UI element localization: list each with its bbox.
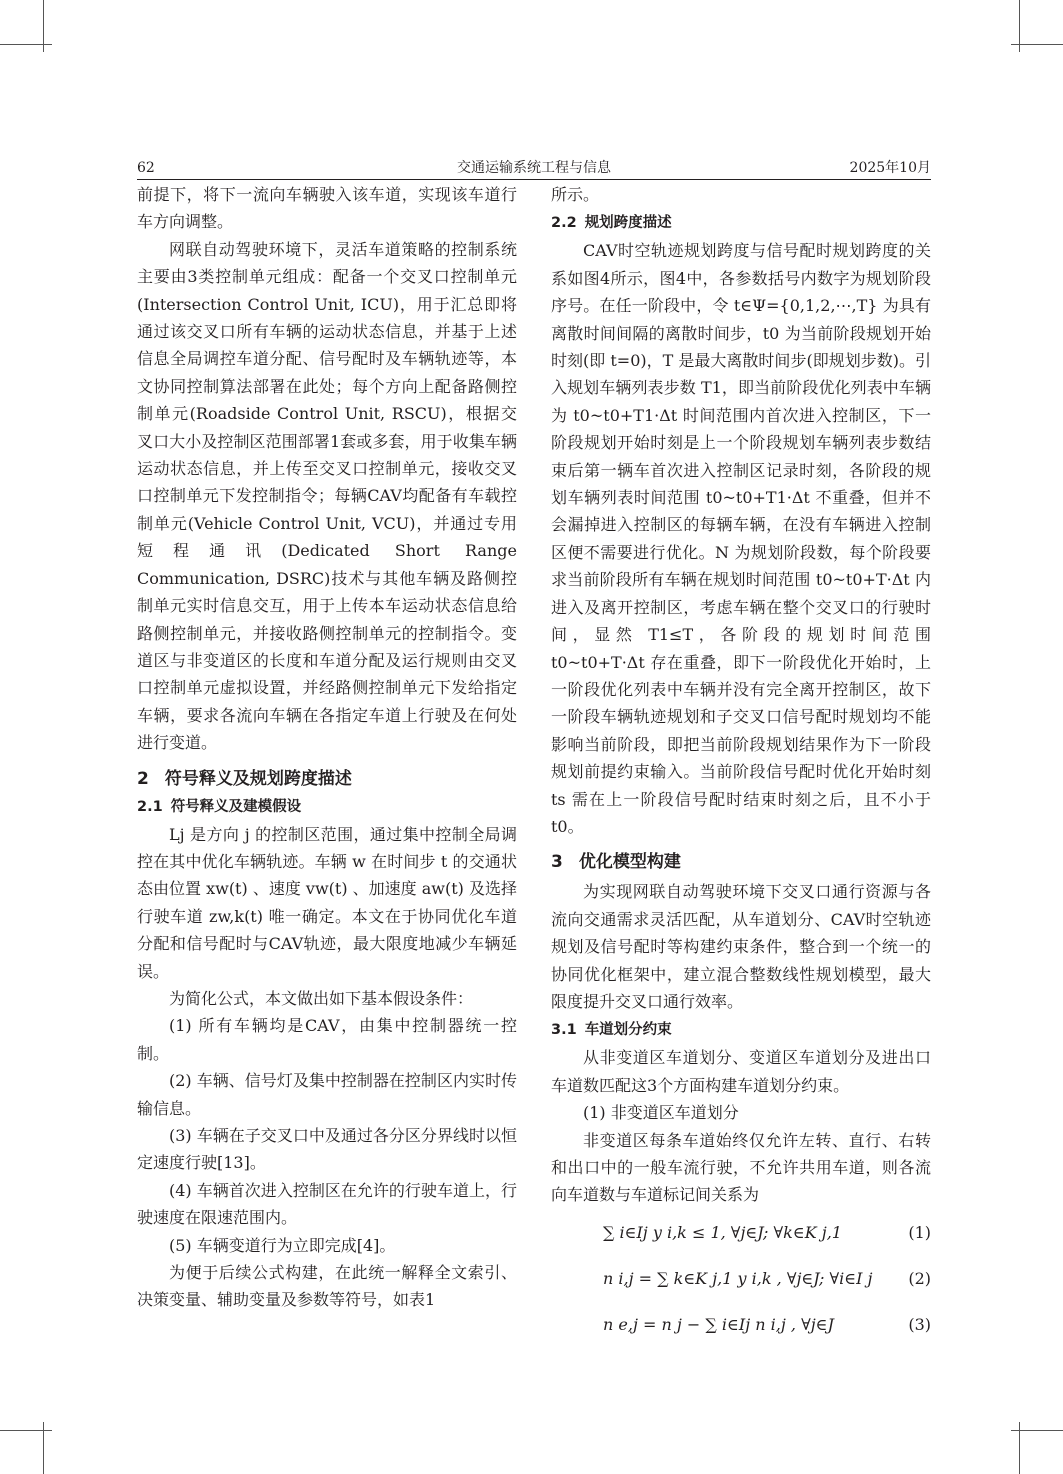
paragraph: 为便于后续公式构建，在此统一解释全文索引、决策变量、辅助变量及参数等符号，如表1: [137, 1263, 517, 1310]
crop-mark: [0, 44, 52, 45]
assumption-item: (3) 车辆在子交叉口中及通过各分区分界线时以恒定速度行驶[13]。: [137, 1126, 517, 1173]
equation-2: [551, 1257, 931, 1301]
paragraph: 为实现网联自动驾驶环境下交叉口通行资源与各流向交通需求灵活匹配，从车道划分、CAV时空轨迹规划及信号配时等构建约束条件，整合到一个统一的协同优化框架中，建立混合整数线性规划模型，最大限度提升交叉口通行效率。: [551, 882, 931, 1011]
equation-number: (2): [908, 1268, 931, 1288]
subsection-heading: 2.1 符号释义及建模假设: [137, 798, 302, 815]
equation-body: n i,j = ∑ k∈K j,1 y i,k , ∀j∈J; ∀i∈I j: [603, 1268, 873, 1288]
section-heading: 3 优化模型构建: [551, 852, 681, 873]
running-header: [137, 158, 931, 178]
paragraph: 网联自动驾驶环境下，灵活车道策略的控制系统主要由3类控制单元组成：配备一个交叉口控制单元(Intersection Control Unit, ICU)，用于汇总即将通过该交叉口所有车辆的运动状态信息，并基于上述信息全局调控车道分配、信号配时及车辆轨迹等，本文协同控制算法部署在此处；每个方向上配备路侧控制单元(Roadside Control Unit, RSCU)，根据交叉口大小及控制区范围部署1套或多套，用于收集车辆运动状态信息，并上传至交叉口控制单元，接收交叉口控制单元下发控制指令；每辆CAV均配备有车载控制单元(Vehicle Control Unit, VCU)，并通过专用短程通讯(Dedicated Short Range Communication, DSRC)技术与其他车辆及路侧控制单元实时信息交互，用于上传本车运动状态信息给路侧控制单元，并接收路侧控制单元的控制指令。变道区与非变道区的长度和车道分配及运行规则由交叉口控制单元虚拟设置，并经路侧控制单元下发给指定车辆，要求各流向车辆在各指定车道上行驶及在何处进行变道。: [137, 239, 517, 753]
paragraph: (1) 非变道区车道划分: [583, 1103, 739, 1123]
right-column: [551, 181, 931, 1349]
equation-number: (1): [908, 1222, 931, 1242]
equation-body: ∑ i∈Ij y i,k ≤ 1, ∀j∈J; ∀k∈K j,1: [603, 1222, 842, 1242]
issue-date: 2025年10月: [849, 160, 931, 176]
assumption-item: (1) 所有车辆均是CAV，由集中控制器统一控制。: [137, 1016, 517, 1063]
assumption-item: (2) 车辆、信号灯及集中控制器在控制区内实时传输信息。: [137, 1071, 517, 1118]
crop-mark: [0, 1430, 52, 1431]
equation-body: n e,j = n j − ∑ i∈Ij n i,j , ∀j∈J: [603, 1314, 834, 1334]
paragraph: 为简化公式，本文做出如下基本假设条件：: [169, 988, 474, 1008]
crop-mark: [1011, 44, 1063, 45]
equation-number: (3): [908, 1314, 931, 1334]
section-heading: 2 符号释义及规划跨度描述: [137, 768, 352, 789]
assumption-item: (4) 车辆首次进入控制区在允许的行驶车道上，行驶速度在限速范围内。: [137, 1180, 517, 1228]
subsection-heading: 3.1 车道划分约束: [551, 1022, 672, 1039]
page-number: 62: [137, 160, 155, 176]
paragraph: 前提下，将下一流向车辆驶入该车道，实现该车道行车方向调整。: [137, 185, 517, 232]
assumption-item: (5) 车辆变道行为立即完成[4]。: [169, 1235, 396, 1255]
paragraph: Lj 是方向 j 的控制区范围，通过集中控制全局调控在其中优化车辆轨迹。车辆 w 在时间步 t 的交通状态由位置 xw(t) 、速度 vw(t) 、加速度 aw(t) 及选择行驶车道 zw,k(t) 唯一确定。本文在于协同优化车道分配和信号配时与CAV轨迹，最大限度地减少车辆延误。: [137, 824, 517, 981]
left-column: [137, 181, 517, 1314]
subsection-heading: 2.2 规划跨度描述: [551, 215, 672, 232]
journal-name: 交通运输系统工程与信息: [457, 160, 611, 176]
paragraph: 从非变道区车道划分、变道区车道划分及进出口车道数匹配这3个方面构建车道划分约束。: [551, 1048, 931, 1095]
equation-3: [551, 1303, 931, 1347]
paragraph: CAV时空轨迹规划跨度与信号配时规划跨度的关系如图4所示，图4中，各参数括号内数字为规划阶段序号。在任一阶段中，令 t∈Ψ={0,1,2,⋯,T} 为具有离散时间间隔的离散时间步，t0 为当前阶段规划开始时刻(即 t=0)，T 是最大离散时间步(即规划步数)。引入规划车辆列表步数 T1，即当前阶段优化列表中车辆为 t0~t0+T1·Δt 时间范围内首次进入控制区，下一阶段规划开始时刻是上一个阶段规划车辆列表步数结束后第一辆车首次进入控制区记录时刻，各阶段的规划车辆列表时间范围 t0~t0+T1·Δt 不重叠，但并不会漏掉进入控制区的每辆车辆，在没有车辆进入控制区便不需要进行优化。N 为规划阶段数，每个阶段要求当前阶段所有车辆在规划时间范围 t0~t0+T·Δt 内进入及离开控制区，考虑车辆在整个交叉口的行驶时间，显然 T1≤T，各阶段的规划时间范围 t0~t0+T·Δt 存在重叠，即下一阶段优化开始时，上一阶段优化列表中车辆并没有完全离开控制区，故下一阶段车辆轨迹规划和子交叉口信号配时规划均不能影响当前阶段，即把当前阶段规划结果作为下一阶段规划前提约束输入。当前阶段信号配时优化开始时刻 ts 需在上一阶段信号配时结束时刻之后，且不小于 t0。: [551, 241, 931, 836]
header-rule: [137, 179, 931, 180]
equation-1: [551, 1211, 931, 1255]
crop-mark: [1011, 1430, 1063, 1431]
paragraph: 非变道区每条车道始终仅允许左转、直行、右转和出口中的一般车流行驶，不允许共用车道，则各流向车道数与车道标记间关系为: [551, 1130, 931, 1205]
paragraph: 所示。: [551, 185, 600, 204]
